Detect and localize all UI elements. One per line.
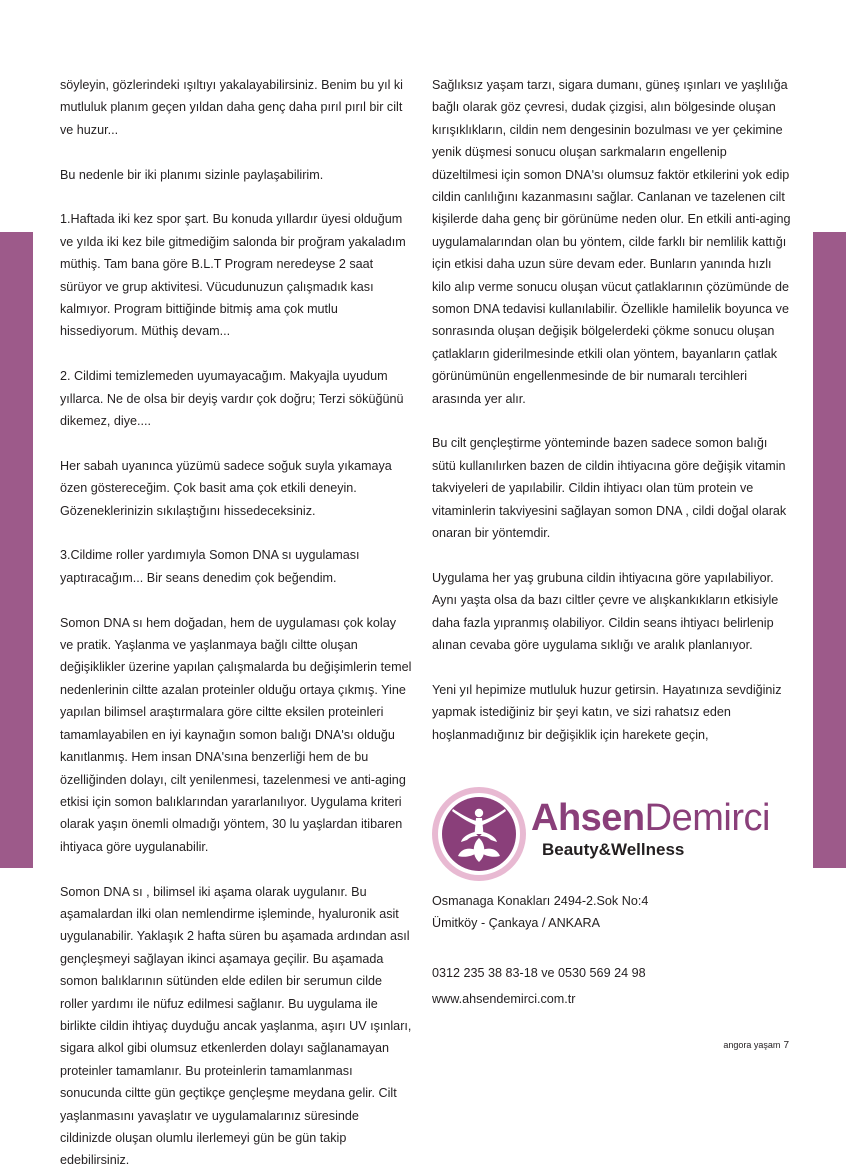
website-link[interactable]: www.ahsendemirci.com.tr: [432, 992, 576, 1007]
paragraph: 1.Haftada iki kez spor şart. Bu konuda yıllardır üyesi olduğum ve yılda iki kez bile gitmediğim salonda bir proğram yakaladım müthiş. Tam bana göre B.L.T Program neredeyse 2 saat sürüyor ve grup aktivitesi. Vücudunuzun çalışmadık kası kalmıyor. Program bittiğinde bitmiş ama çok mutlu hissediyorum. Müthiş devam...: [60, 212, 406, 339]
right-article-column: [432, 74, 792, 746]
paragraph: Somon DNA sı , bilimsel iki aşama olarak uygulanır. Bu aşamalardan ilki olan nemlendirme işleminde, hyaluronik asit uygulanabilir. Yaklaşık 2 hafta süren bu aşamada ardından asıl gençleşmeyi sağlayan ikinci aşamaya geçilir. Bu aşamada somon balıklarının sütünden elde edilen bir serumun cilde roller yardımı ile nüfuz edilmesi sağlanır. Bu uygulama ile birlikte cildin ihtiyaç duyduğu ancak yaşlanma, aşırı UV ışınları, sigara alkol gibi olumsuz etkenlerden dolayı sağlanamayan proteinler tamamlanır. Bu proteinlerin tamamlanması sonucunda ciltte gün geçtikçe gençleşme meydana gelir. Cilt yaşlanmasını yavaşlatır ve uygulamalarınız süresinde cildinizde oluşan olumlu ilerlemeyi gün be gün takip edebilirsiniz.: [60, 884, 412, 1168]
paragraph: söyleyin, gözlerindeki ışıltıyı yakalayabilirsiniz. Benim bu yıl ki mutluluk planım geçen yıldan daha genç daha pırıl pırıl bir cilt ve huzur...: [60, 78, 403, 137]
page-number: 7: [783, 1040, 789, 1051]
address-block: [432, 890, 792, 935]
lotus-figure-icon: [431, 786, 527, 882]
ahsen-demirci-logo: [431, 786, 791, 882]
brand-name-second: Demirci: [644, 797, 770, 839]
paragraph: Bu nedenle bir iki planımı sizinle paylaşabilirim.: [60, 167, 324, 182]
left-side-bar: [0, 232, 33, 868]
paragraph: Bu cilt gençleştirme yönteminde bazen sadece somon balığı sütü kullanılırken bazen de cildin ihtiyacına göre değişik vitamin takviyeleri de yapılabilir. Cildin ihtiyacı olan tüm protein ve vitaminlerin takviyesini sağlayan somon DNA , cildi doğal olarak onaran bir yöntemdir.: [432, 436, 787, 541]
address-line-2: Ümitköy - Çankaya / ANKARA: [432, 916, 600, 931]
paragraph: 3.Cildime roller yardımıyla Somon DNA sı uygulaması yaptıracağım... Bir seans denedim çok beğendim.: [60, 548, 360, 585]
paragraph: Somon DNA sı hem doğadan, hem de uygulaması çok kolay ve pratik. Yaşlanma ve yaşlanmaya bağlı ciltte oluşan değişiklikler üzerine yapılan çalışmalarda bu değişimlerin temel nedenlerinin ciltte azalan proteinler olduğu ortaya çıkmış. Yine yapılan bilimsel araştırmalara göre ciltte eksilen proteinleri tamamlayabilen en iyi kaynağın somon balığı DNA'sı olduğu kanıtlanmış. Hem insan DNA'sına benzerliği hem de bu özelliğinden dolayı, cilt yenilenmesi, tazelenmesi ve anti-aging etkisi için somon balıklarından yararlanılıyor. Uygulama kriteri olarak yaşın önemli olmadığı yöntem, 30 lu yaşlardan itibaren ihtiyaca göre uygulanabilir.: [60, 615, 412, 854]
address-line-1: Osmanaga Konakları 2494-2.Sok No:4: [432, 894, 649, 908]
left-article-column: [60, 74, 412, 1172]
brand-subtitle: Beauty&Wellness: [542, 840, 685, 859]
right-side-bar: [813, 232, 846, 868]
contact-block: [432, 962, 792, 1011]
magazine-name: angora yaşam: [723, 1040, 781, 1050]
page-footer: [723, 1040, 789, 1051]
paragraph: Yeni yıl hepimize mutluluk huzur getirsin. Hayatınıza sevdiğiniz yapmak istediğiniz bir şeyi katın, ve sizi rahatsız eden hoşlanmadığınız bir değişiklik için harekete geçin,: [432, 682, 782, 742]
paragraph: Her sabah uyanınca yüzümü sadece soğuk suyla yıkamaya özen göstereceğim. Çok basit ama çok etkili deneyin. Gözeneklerinizin sıkılaştığını hissedeceksiniz.: [60, 458, 392, 518]
paragraph: 2. Cildimi temizlemeden uyumayacağım. Makyajla uyudum yıllarca. Ne de olsa bir deyiş vardır çok doğru; Terzi söküğünü dikemez, diye....: [60, 369, 404, 429]
paragraph: Sağlıksız yaşam tarzı, sigara dumanı, güneş ışınları ve yaşlılığa bağlı olarak göz çevresi, dudak çizgisi, alın bölgesinde oluşan kırışıklıkların, cildin nem dengesinin bozulması ve yer çekimine yenik düşmesi sonucu oluşan sarkmaların engellenip düzeltilmesi için somon DNA'sı olumsuz faktör etkilerini yok edip cildin canlılığını kazanmasını sağlar. Canlanan ve tazelenen cilt kişilerde daha genç bir görünüme neden olur. En etkili anti-aging uygulamalarından olan bu yöntem, cilde farklı bir nemlilik kattığı için etkisi daha uzun süre devam eder. Bunların yanında hızlı kilo alıp verme sonucu oluşan vücut çatlaklarının çözümünde de somon DNA tedavisi kullanılabilir. Özellikle hamilelik boyunca ve sonrasında oluşan değişik bölgelerdeki çökme sonucu oluşan çatlakların giderilmesinde etkili olan yöntem, bayanların çatlak görünümünün engellenmesinde de bir numaralı tercihleri arasında yer alır.: [432, 78, 791, 406]
phone-numbers: 0312 235 38 83-18 ve 0530 569 24 98: [432, 966, 646, 980]
brand-name: [531, 796, 770, 840]
paragraph: Uygulama her yaş grubuna cildin ihtiyacına göre yapılabiliyor. Aynı yaşta olsa da bazı ciltler çevre ve alışkankıkların etkisiyle daha fazla yıpranmış olabiliyor. Cildin seans ihtiyacı belirlenip alınan cevaba göre uygulama sıklığı ve aralık planlanıyor.: [432, 570, 779, 653]
brand-name-first: Ahsen: [531, 797, 645, 839]
